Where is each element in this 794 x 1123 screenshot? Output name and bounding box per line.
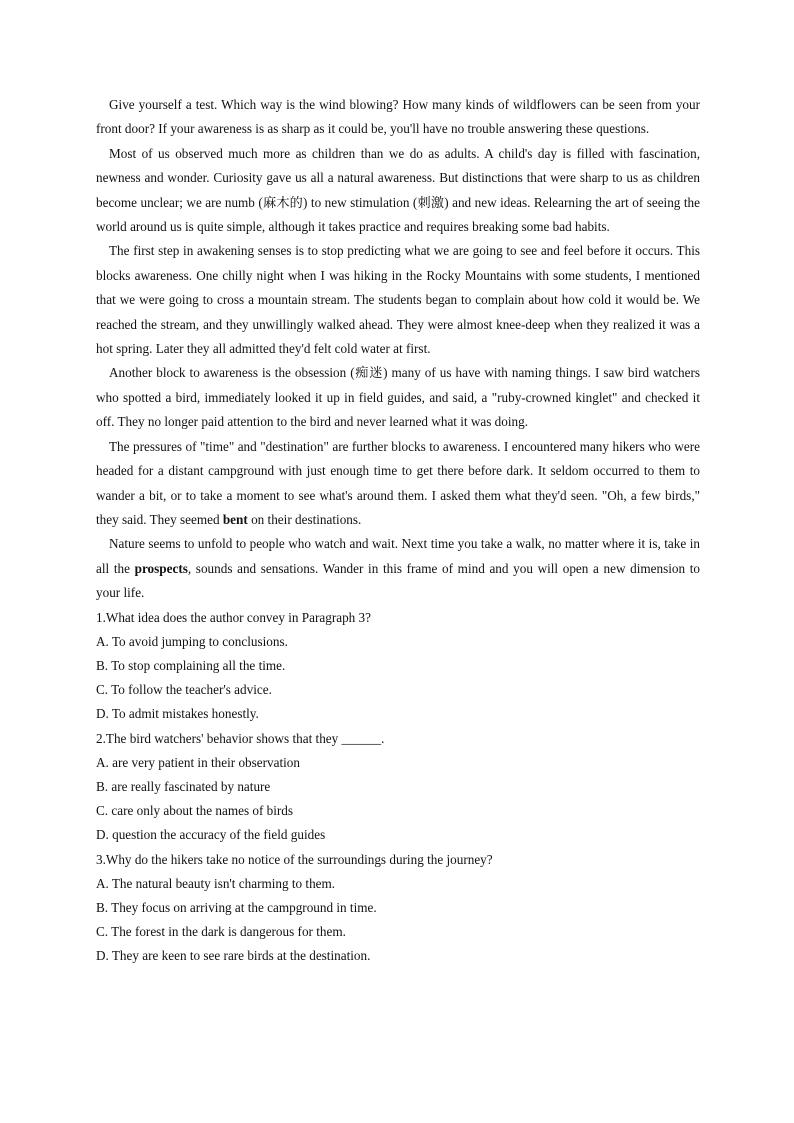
- passage-paragraph-6: [96, 532, 700, 605]
- document-page: [96, 93, 700, 969]
- question-1: [96, 606, 700, 727]
- passage-paragraph-4: Another block to awareness is the obsession (痴迷) many of us have with naming things. I saw bird watchers who spotted a bird, immediately looked it up in field guides, and said, a "ruby-crowned kinglet" and checked it off. They no longer paid attention to the bird and never learned what it was doing.: [96, 365, 700, 430]
- option-c: C. To follow the teacher's advice.: [96, 682, 272, 698]
- paragraph-5-text-end: on their destinations.: [247, 511, 362, 527]
- option-b: B. They focus on arriving at the campground in time.: [96, 899, 377, 915]
- passage-paragraph-2: Most of us observed much more as children than we do as adults. A child's day is filled with fascination, newness and wonder. Curiosity gave us all a natural awareness. But distinctions that were sharp to us as children become unclear; we are numb (麻木的) to new stimulation (刺激) and new ideas. Relearning the art of seeing the world around us is quite simple, although it takes practice and requires breaking some bad habits.: [96, 145, 700, 235]
- option-a: A. To avoid jumping to conclusions.: [96, 633, 288, 649]
- option-b: B. are really fascinated by nature: [96, 778, 271, 794]
- option-d: D. They are keen to see rare birds at the destination.: [96, 948, 371, 964]
- paragraph-5-text-start: The pressures of "time" and "destination" are further blocks to awareness. I encountered many hikers who were headed for a distant campground with just enough time to get there before dark. It seldom occurred to them to wander a bit, or to take a moment to see what's around them. I asked them what they'd seen. "Oh, a few birds," they said. They seemed: [96, 438, 700, 527]
- option-b: B. To stop complaining all the time.: [96, 657, 286, 673]
- bold-word-bent: bent: [222, 511, 248, 527]
- option-a: A. are very patient in their observation: [96, 754, 300, 770]
- option-d: D. question the accuracy of the field guides: [96, 827, 326, 843]
- paragraph-6-text-end: , sounds and sensations. Wander in this frame of mind and you will open a new dimension to your life.: [96, 560, 701, 601]
- option-a: A. The natural beauty isn't charming to them.: [96, 875, 336, 891]
- option-c: C. The forest in the dark is dangerous for them.: [96, 924, 346, 940]
- question-stem: 3.Why do the hikers take no notice of the surroundings during the journey?: [96, 851, 493, 867]
- paragraph-6-text-start: Nature seems to unfold to people who watch and wait. Next time you take a walk, no matter where it is, take in all the: [96, 536, 700, 576]
- passage-paragraph-1: Give yourself a test. Which way is the wind blowing? How many kinds of wildflowers can be seen from your front door? If your awareness is as sharp as it could be, you'll have no trouble answering these questions.: [96, 97, 700, 137]
- passage-paragraph-5: [96, 435, 700, 533]
- passage-paragraph-3: The first step in awakening senses is to stop predicting what we are going to see and feel before it occurs. This blocks awareness. One chilly night when I was hiking in the Rocky Mountains with some students, I mentioned that we were going to cross a mountain stream. The students began to complain about how cold it would be. We reached the stream, and they unwillingly walked ahead. They were almost knee-deep when they realized it was a hot spring. Later they all admitted they'd felt cold water at first.: [96, 243, 700, 357]
- option-d: D. To admit mistakes honestly.: [96, 706, 259, 722]
- question-2: [96, 727, 700, 848]
- bold-word-prospects: prospects: [134, 560, 188, 576]
- question-stem: 2.The bird watchers' behavior shows that they ______.: [96, 730, 385, 746]
- question-3: [96, 848, 700, 969]
- option-c: C. care only about the names of birds: [96, 803, 294, 819]
- question-stem: 1.What idea does the author convey in Paragraph 3?: [96, 609, 372, 625]
